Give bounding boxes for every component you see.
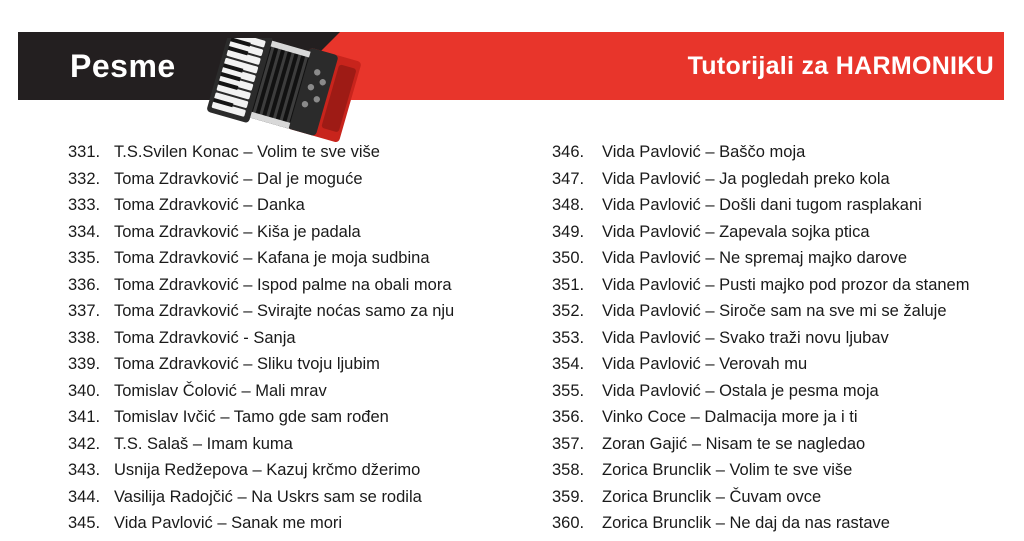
list-item[interactable]: [68, 435, 512, 462]
list-item-label: Vida Pavlović – Došli dani tugom rasplakani: [602, 196, 922, 214]
list-item[interactable]: [552, 329, 1024, 356]
song-list: [0, 143, 1024, 541]
list-item[interactable]: [68, 196, 512, 223]
list-item-number: 331.: [68, 143, 101, 161]
list-item-label: Vida Pavlović – Ostala je pesma moja: [602, 381, 879, 400]
list-item-label: Toma Zdravković – Ispod palme na obali mora: [114, 275, 452, 294]
list-item-number: 352.: [552, 302, 585, 320]
list-item-label: Vida Pavlović – Ne spremaj majko darove: [602, 249, 908, 267]
list-item-label: Zorica Brunclik – Čuvam ovce: [602, 487, 822, 506]
list-item-number: 354.: [552, 355, 585, 373]
list-item[interactable]: [68, 276, 512, 303]
list-item-label: Toma Zdravković - Sanja: [114, 328, 296, 347]
list-item-number: 333.: [68, 196, 101, 214]
list-item-label: Vida Pavlović – Siroče sam na sve mi se žaluje: [602, 302, 947, 320]
list-item[interactable]: [552, 276, 1024, 303]
list-item[interactable]: [552, 435, 1024, 462]
list-item[interactable]: [68, 408, 512, 435]
list-item[interactable]: [552, 249, 1024, 276]
list-item-label: Vida Pavlović – Ja pogledah preko kola: [602, 169, 890, 188]
list-item-label: Toma Zdravković – Svirajte noćas samo za nju: [114, 302, 455, 320]
list-item-label: Tomislav Čolović – Mali mrav: [114, 381, 327, 400]
list-item[interactable]: [552, 196, 1024, 223]
list-item-label: Toma Zdravković – Dal je moguće: [114, 169, 363, 188]
list-item-label: Zorica Brunclik – Volim te sve više: [602, 461, 853, 479]
list-item-number: 332.: [68, 169, 101, 188]
list-item-number: 347.: [552, 169, 585, 188]
list-item[interactable]: [68, 329, 512, 356]
list-item[interactable]: [552, 302, 1024, 329]
list-item-label: Zoran Gajić – Nisam te se nagledao: [602, 434, 866, 453]
list-item[interactable]: [68, 382, 512, 409]
list-item-number: 336.: [68, 275, 101, 294]
list-item-number: 342.: [68, 434, 101, 453]
list-item-number: 351.: [552, 275, 585, 294]
list-item[interactable]: [552, 461, 1024, 488]
list-item-label: Toma Zdravković – Kafana je moja sudbina: [114, 249, 430, 267]
list-item-label: Vinko Coce – Dalmacija more ja i ti: [602, 408, 858, 426]
list-item-number: 356.: [552, 408, 585, 426]
list-item[interactable]: [552, 408, 1024, 435]
list-item-number: 353.: [552, 328, 585, 347]
list-item-number: 339.: [68, 355, 101, 373]
list-item-label: Toma Zdravković – Danka: [114, 196, 305, 214]
list-item[interactable]: [68, 249, 512, 276]
list-item-label: Vida Pavlović – Pusti majko pod prozor da stanem: [602, 275, 970, 294]
list-item-number: 355.: [552, 381, 585, 400]
list-item-number: 335.: [68, 249, 101, 267]
page-title: Pesme: [70, 48, 176, 84]
list-item-label: Zorica Brunclik – Ne daj da nas rastave: [602, 514, 890, 532]
list-item-number: 334.: [68, 222, 101, 241]
page-header: [0, 32, 1024, 100]
list-item-label: Vida Pavlović – Verovah mu: [602, 355, 808, 373]
list-item[interactable]: [68, 514, 512, 541]
list-item-number: 360.: [552, 514, 585, 532]
list-item-number: 350.: [552, 249, 585, 267]
list-item-label: Toma Zdravković – Kiša je padala: [114, 222, 361, 241]
list-item-number: 357.: [552, 434, 585, 453]
list-item-label: Vida Pavlović – Sanak me mori: [114, 514, 343, 532]
list-item[interactable]: [68, 223, 512, 250]
list-item-number: 344.: [68, 487, 101, 506]
list-item[interactable]: [68, 170, 512, 197]
list-item-number: 343.: [68, 461, 101, 479]
header-subtitle: Tutorijali za HARMONIKU: [687, 52, 994, 80]
accordion-icon: [190, 38, 370, 166]
list-item[interactable]: [552, 488, 1024, 515]
list-item-number: 349.: [552, 222, 585, 241]
list-item[interactable]: [552, 223, 1024, 250]
list-item[interactable]: [552, 170, 1024, 197]
list-item-label: Toma Zdravković – Sliku tvoju ljubim: [114, 355, 380, 373]
list-item-label: Usnija Redžepova – Kazuj krčmo džerimo: [114, 461, 421, 479]
list-item[interactable]: [552, 355, 1024, 382]
list-item[interactable]: [68, 302, 512, 329]
list-item-number: 337.: [68, 302, 101, 320]
list-item-label: Tomislav Ivčić – Tamo gde sam rođen: [114, 408, 389, 426]
list-item-label: T.S. Salaš – Imam kuma: [114, 434, 293, 453]
list-item-number: 348.: [552, 196, 585, 214]
list-item[interactable]: [552, 143, 1024, 170]
list-item-number: 340.: [68, 381, 101, 400]
left-column: [0, 143, 512, 541]
right-column: [512, 143, 1024, 541]
list-item-label: Vida Pavlović – Zapevala sojka ptica: [602, 222, 870, 241]
list-item[interactable]: [552, 382, 1024, 409]
list-item-label: Vida Pavlović – Baščo moja: [602, 143, 806, 161]
list-item-number: 345.: [68, 514, 101, 532]
list-item-number: 359.: [552, 487, 585, 506]
list-item[interactable]: [68, 355, 512, 382]
list-item-number: 338.: [68, 328, 101, 347]
list-item-number: 341.: [68, 408, 101, 426]
list-item[interactable]: [68, 488, 512, 515]
list-item-label: Vida Pavlović – Svako traži novu ljubav: [602, 328, 889, 347]
list-item[interactable]: [552, 514, 1024, 541]
list-item-label: T.S.Svilen Konac – Volim te sve više: [114, 143, 380, 161]
list-item-number: 358.: [552, 461, 585, 479]
list-item-number: 346.: [552, 143, 585, 161]
list-item-label: Vasilija Radojčić – Na Uskrs sam se rodila: [114, 487, 422, 506]
list-item[interactable]: [68, 461, 512, 488]
